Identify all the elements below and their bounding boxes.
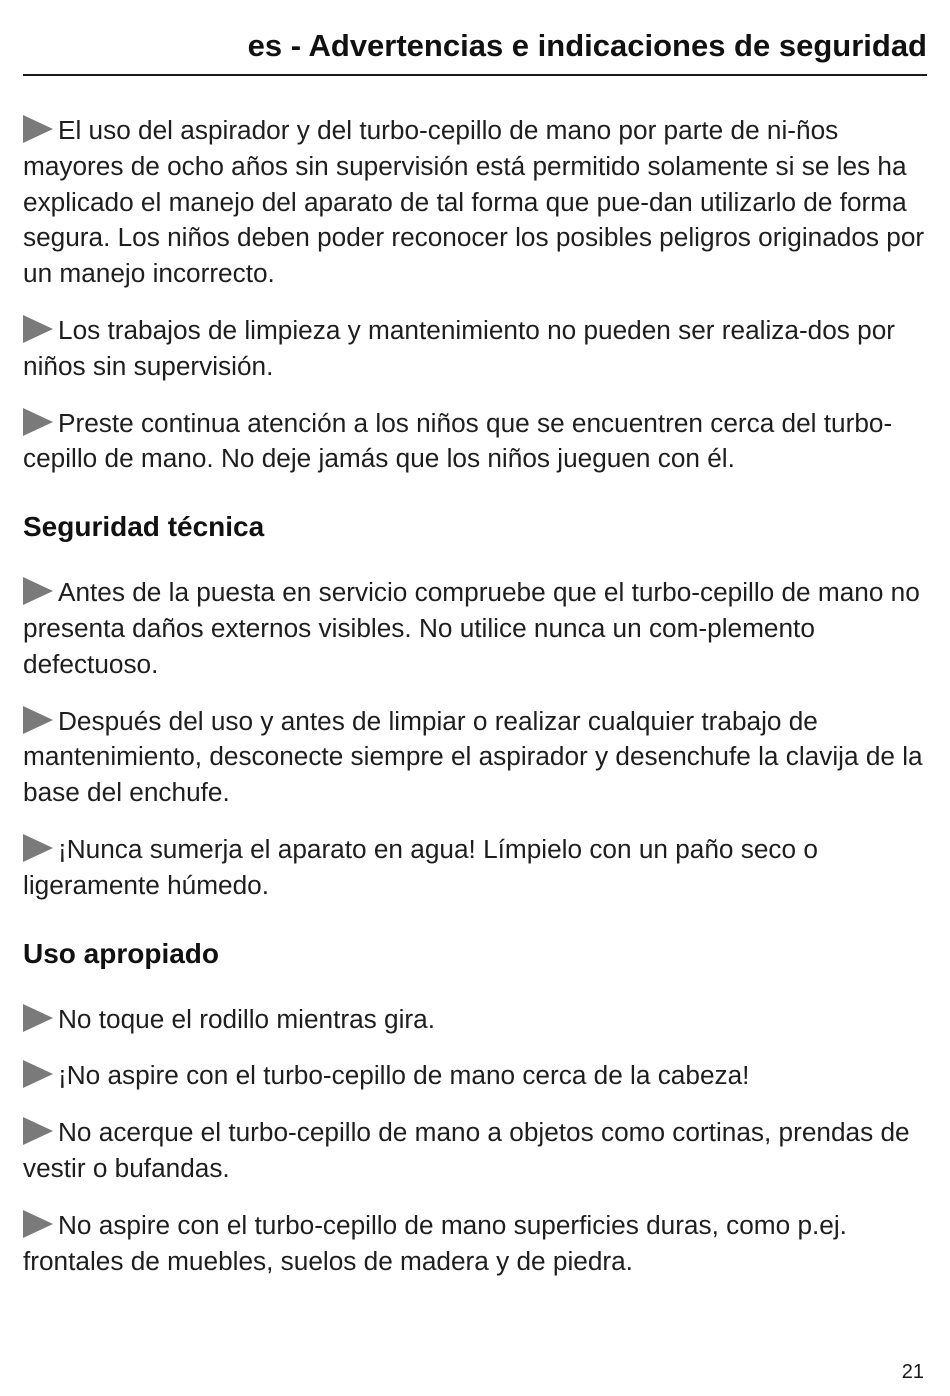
- warning-paragraph: [23, 113, 929, 292]
- warning-paragraph: [23, 575, 929, 682]
- triangle-bullet-icon: [23, 1117, 53, 1145]
- triangle-bullet-icon: [23, 1060, 53, 1088]
- paragraph-text: ¡No aspire con el turbo-cepillo de mano cerca de la cabeza!: [58, 1060, 750, 1091]
- warning-paragraph: [23, 406, 929, 478]
- warning-paragraph: [23, 1208, 929, 1280]
- page-title: es - Advertencias e indicaciones de seguridad: [247, 28, 927, 63]
- triangle-bullet-icon: [23, 706, 53, 734]
- paragraph-text: ¡Nunca sumerja el aparato en agua! Límpielo con un paño seco o ligeramente húmedo.: [23, 833, 818, 900]
- paragraph-text: No toque el rodillo mientras gira.: [58, 1003, 435, 1034]
- paragraph-text: Preste continua atención a los niños que se encuentren cerca del turbo-cepillo de mano. No deje jamás que los niños jueguen con él.: [23, 407, 893, 474]
- paragraph-text: El uso del aspirador y del turbo-cepillo de mano por parte de ni-ños mayores de ocho años sin supervisión está permitido solamente si se les ha explicado el manejo del aparato de tal forma que pue-dan utilizarlo de forma segura. Los niños deben poder reconocer los posibles peligros originados por un manejo incorrecto.: [23, 115, 925, 289]
- section-heading-uso-apropiado: Uso apropiado: [23, 937, 220, 969]
- warning-paragraph: [23, 313, 929, 385]
- triangle-bullet-icon: [23, 408, 53, 436]
- paragraph-text: Antes de la puesta en servicio compruebe que el turbo-cepillo de mano no presenta daños externos visibles. No utilice nunca un com-plemento defectuoso.: [23, 577, 920, 679]
- warning-paragraph: [23, 1115, 929, 1187]
- page-content: [23, 113, 929, 1300]
- paragraph-text: Los trabajos de limpieza y mantenimiento no pueden ser realiza-dos por niños sin supervisión.: [23, 314, 896, 381]
- page-number: 21: [901, 1361, 924, 1383]
- warning-paragraph: [23, 1002, 929, 1038]
- page-header: [23, 26, 927, 76]
- triangle-bullet-icon: [23, 1004, 53, 1032]
- warning-paragraph: [23, 704, 929, 811]
- triangle-bullet-icon: [23, 1210, 53, 1238]
- triangle-bullet-icon: [23, 115, 53, 143]
- paragraph-text: Después del uso y antes de limpiar o realizar cualquier trabajo de mantenimiento, desconecte siempre el aspirador y desenchufe la clavija de la base del enchufe.: [23, 705, 923, 808]
- triangle-bullet-icon: [23, 315, 53, 343]
- section-heading-seguridad-tecnica: Seguridad técnica: [23, 511, 265, 543]
- warning-paragraph: [23, 1058, 929, 1094]
- paragraph-text: No acerque el turbo-cepillo de mano a objetos como cortinas, prendas de vestir o bufandas.: [23, 1117, 910, 1183]
- triangle-bullet-icon: [23, 834, 53, 862]
- triangle-bullet-icon: [23, 577, 53, 605]
- paragraph-text: No aspire con el turbo-cepillo de mano superficies duras, como p.ej. frontales de muebles, suelos de madera y de piedra.: [23, 1209, 847, 1276]
- warning-paragraph: [23, 832, 929, 904]
